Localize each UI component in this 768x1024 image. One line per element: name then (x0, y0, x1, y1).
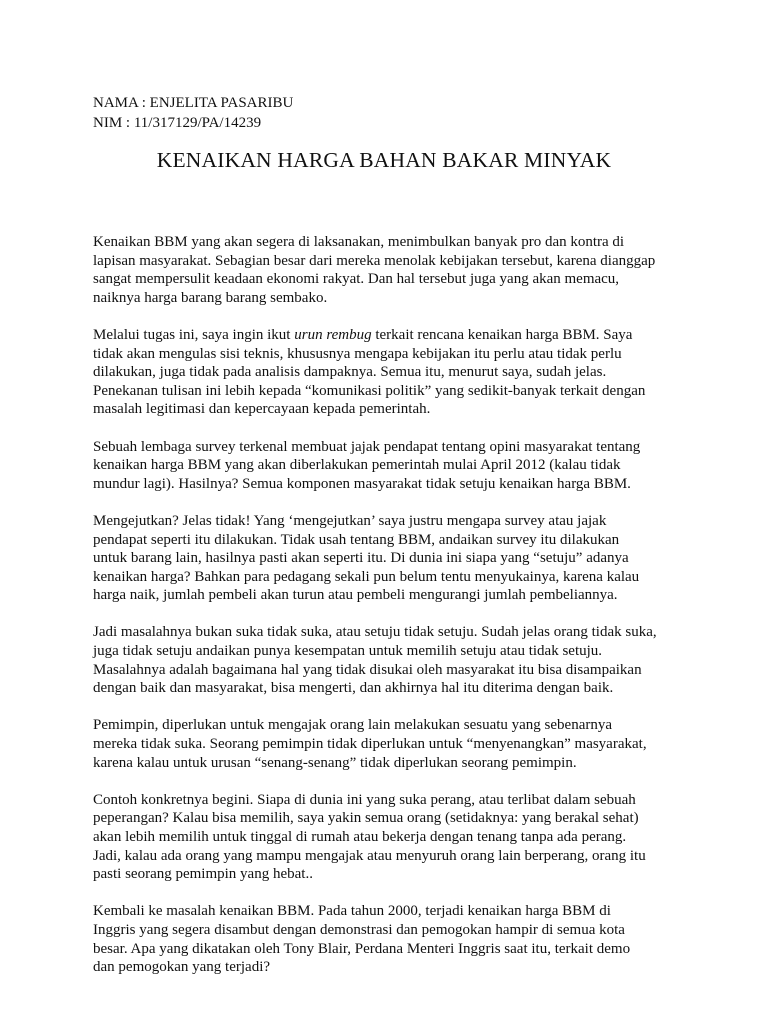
text-line: kenaikan harga BBM yang akan diberlakukan pemerintah mulai April 2012 (kalau tidak (93, 457, 621, 474)
text-line: dengan baik dan masyarakat, bisa mengerti, dan akhirnya hal itu diterima dengan baik. (93, 680, 614, 697)
text-line: Penekanan tulisan ini lebih kepada “komunikasi politik” yang sedikit-banyak terkait dengan (93, 382, 646, 399)
text-line: harga naik, jumlah pembeli akan turun atau pembeli mengurangi jumlah pembeliannya. (93, 587, 618, 604)
text-line: mundur lagi). Hasilnya? Semua komponen masyarakat tidak setuju kenaikan harga BBM. (93, 475, 631, 492)
text-line: Contoh konkretnya begini. Siapa di dunia ini yang suka perang, atau terlibat dalam sebuah (93, 791, 636, 808)
document-body (93, 233, 693, 995)
text-line: dan pemogokan yang terjadi? (93, 959, 271, 976)
document-title: KENAIKAN HARGA BAHAN BAKAR MINYAK (156, 148, 612, 172)
text-line: peperangan? Kalau bisa memilih, saya yakin semua orang (setidaknya: yang berakal sehat) (93, 810, 639, 827)
text-line (93, 326, 693, 345)
text-line: Jadi masalahnya bukan suka tidak suka, atau setuju tidak setuju. Sudah jelas orang tidak suka, (93, 624, 657, 641)
paragraph-3 (93, 438, 693, 494)
text-line: tidak akan mengulas sisi teknis, khususnya mengapa kebijakan itu perlu atau tidak perlu (93, 345, 622, 362)
text-line: pasti seorang pemimpin yang hebat.. (93, 866, 313, 883)
text-line: juga tidak setuju andaikan punya kesempatan untuk memilih setuju atau tidak setuju. (93, 643, 603, 660)
text-line: Jadi, kalau ada orang yang mampu mengajak atau menyuruh orang lain berperang, orang itu (93, 847, 646, 864)
paragraph-7 (93, 791, 693, 884)
text-line: Inggris yang segera disambut dengan demonstrasi dan pemogokan hampir di semua kota (93, 921, 625, 938)
text-line: Sebuah lembaga survey terkenal membuat jajak pendapat tentang opini masyarakat tentang (93, 438, 641, 455)
text-line: Pemimpin, diperlukan untuk mengajak orang lain melakukan sesuatu yang sebenarnya (93, 717, 613, 734)
italic-phrase: urun rembug (294, 326, 372, 343)
text-line: Kenaikan BBM yang akan segera di laksanakan, menimbulkan banyak pro dan kontra di (93, 234, 625, 250)
text-line: besar. Apa yang dikatakan oleh Tony Blair, Perdana Menteri Inggris saat itu, terkait demo (93, 940, 631, 957)
text-line: dilakukan, juga tidak pada analisis dampaknya. Semua itu, menurut saya, sudah jelas. (93, 364, 607, 381)
student-name: NAMA : ENJELITA PASARIBU (93, 95, 294, 111)
text-line: mereka tidak suka. Seorang pemimpin tidak diperlukan untuk “menyenangkan” masyarakat, (93, 736, 647, 753)
student-nim: NIM : 11/317129/PA/14239 (93, 115, 262, 131)
text-line: sangat mempersulit keadaan ekonomi rakyat. Dan hal tersebut juga yang akan memacu, (93, 271, 620, 288)
paragraph-4 (93, 512, 693, 605)
paragraph-6 (93, 716, 693, 772)
text-line: pendapat seperti itu dilakukan. Tidak usah tentang BBM, andaikan survey itu dilakukan (93, 531, 620, 548)
text-line: naiknya harga barang barang sembako. (93, 289, 328, 306)
student-header (93, 93, 293, 133)
paragraph-1 (93, 233, 693, 307)
text-run: terkait rencana kenaikan harga BBM. Saya (371, 326, 633, 343)
text-line: lapisan masyarakat. Sebagian besar dari mereka menolak kebijakan tersebut, karena dianggap (93, 252, 656, 269)
text-line: karena kalau untuk urusan “senang-senang” tidak diperlukan seorang pemimpin. (93, 754, 577, 771)
text-line: kenaikan harga? Bahkan para pedagang sekali pun belum tentu menyukainya, karena kalau (93, 568, 640, 585)
text-line: Masalahnya adalah bagaimana hal yang tidak disukai oleh masyarakat itu bisa disampaikan (93, 661, 642, 678)
text-line: Kembali ke masalah kenaikan BBM. Pada tahun 2000, terjadi kenaikan harga BBM di (93, 903, 611, 920)
text-line: masalah legitimasi dan kepercayaan kepada pemerintah. (93, 401, 431, 418)
paragraph-8 (93, 902, 693, 976)
paragraph-5 (93, 623, 693, 697)
text-line: untuk barang lain, hasilnya pasti akan seperti itu. Di dunia ini siapa yang “setuju” adanya (93, 550, 629, 567)
paragraph-2 (93, 326, 693, 419)
text-line: Mengejutkan? Jelas tidak! Yang ‘mengejutkan’ saya justru mengapa survey atau jajak (93, 512, 607, 529)
text-run: Melalui tugas ini, saya ingin ikut (93, 326, 295, 343)
text-line: akan lebih memilih untuk tinggal di rumah atau bekerja dengan tenang tanpa ada perang. (93, 829, 627, 845)
